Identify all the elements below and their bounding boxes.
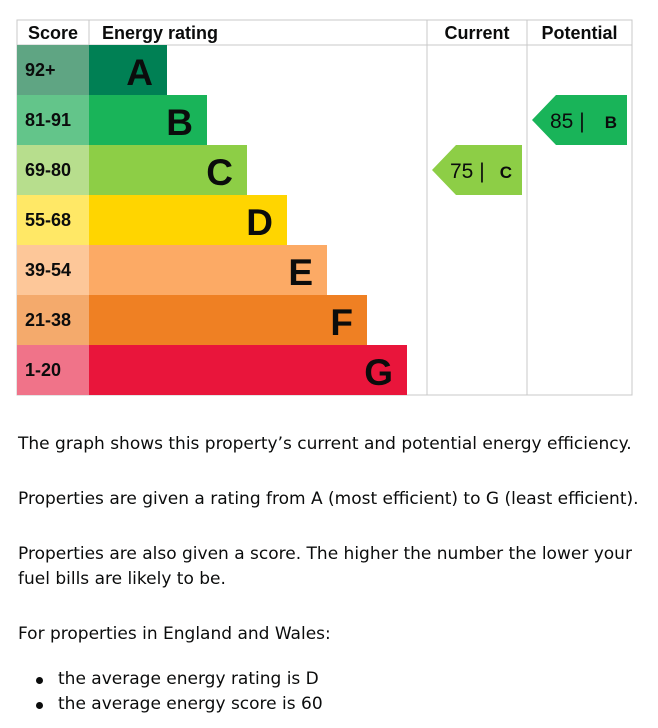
band-letter-b: B <box>166 102 193 143</box>
score-label-c: 69-80 <box>25 160 72 180</box>
header-score: Score <box>27 23 79 43</box>
current-rating-letter-label: C <box>499 163 512 182</box>
band-bar-f <box>89 295 367 345</box>
band-letter-f: F <box>330 302 353 343</box>
potential-rating-score-label: 85 | <box>550 110 585 133</box>
average-score-item: the average energy score is 60 <box>18 692 323 717</box>
band-letter-c: C <box>206 152 233 193</box>
score-label-e: 39-54 <box>25 260 72 280</box>
header-current: Current <box>444 23 510 43</box>
band-bar-g <box>89 345 407 395</box>
band-letter-d: D <box>246 202 273 243</box>
current-rating-score-label: 75 | <box>450 160 485 183</box>
score-label-a: 92+ <box>25 60 56 80</box>
score-description: Properties are also given a score. The higher the number the lower your fuel bills are likely to be. <box>18 544 632 589</box>
graph-description: The graph shows this property’s current and potential energy efficiency. <box>18 434 632 454</box>
header-energy-rating: Energy rating <box>102 23 219 43</box>
band-letter-e: E <box>288 252 313 293</box>
potential-rating-letter-label: B <box>604 113 617 132</box>
rating-description: Properties are given a rating from A (most efficient) to G (least efficient). <box>18 489 639 509</box>
region-intro: For properties in England and Wales: <box>18 624 331 644</box>
header-potential: Potential <box>541 23 618 43</box>
score-label-f: 21-38 <box>25 310 72 330</box>
score-label-d: 55-68 <box>25 210 72 230</box>
band-letter-a: A <box>126 52 153 93</box>
average-rating-item: the average energy rating is D <box>18 667 323 692</box>
band-letter-g: G <box>364 352 393 393</box>
average-list <box>18 667 323 717</box>
score-label-g: 1-20 <box>25 360 62 380</box>
score-label-b: 81-91 <box>25 110 72 130</box>
